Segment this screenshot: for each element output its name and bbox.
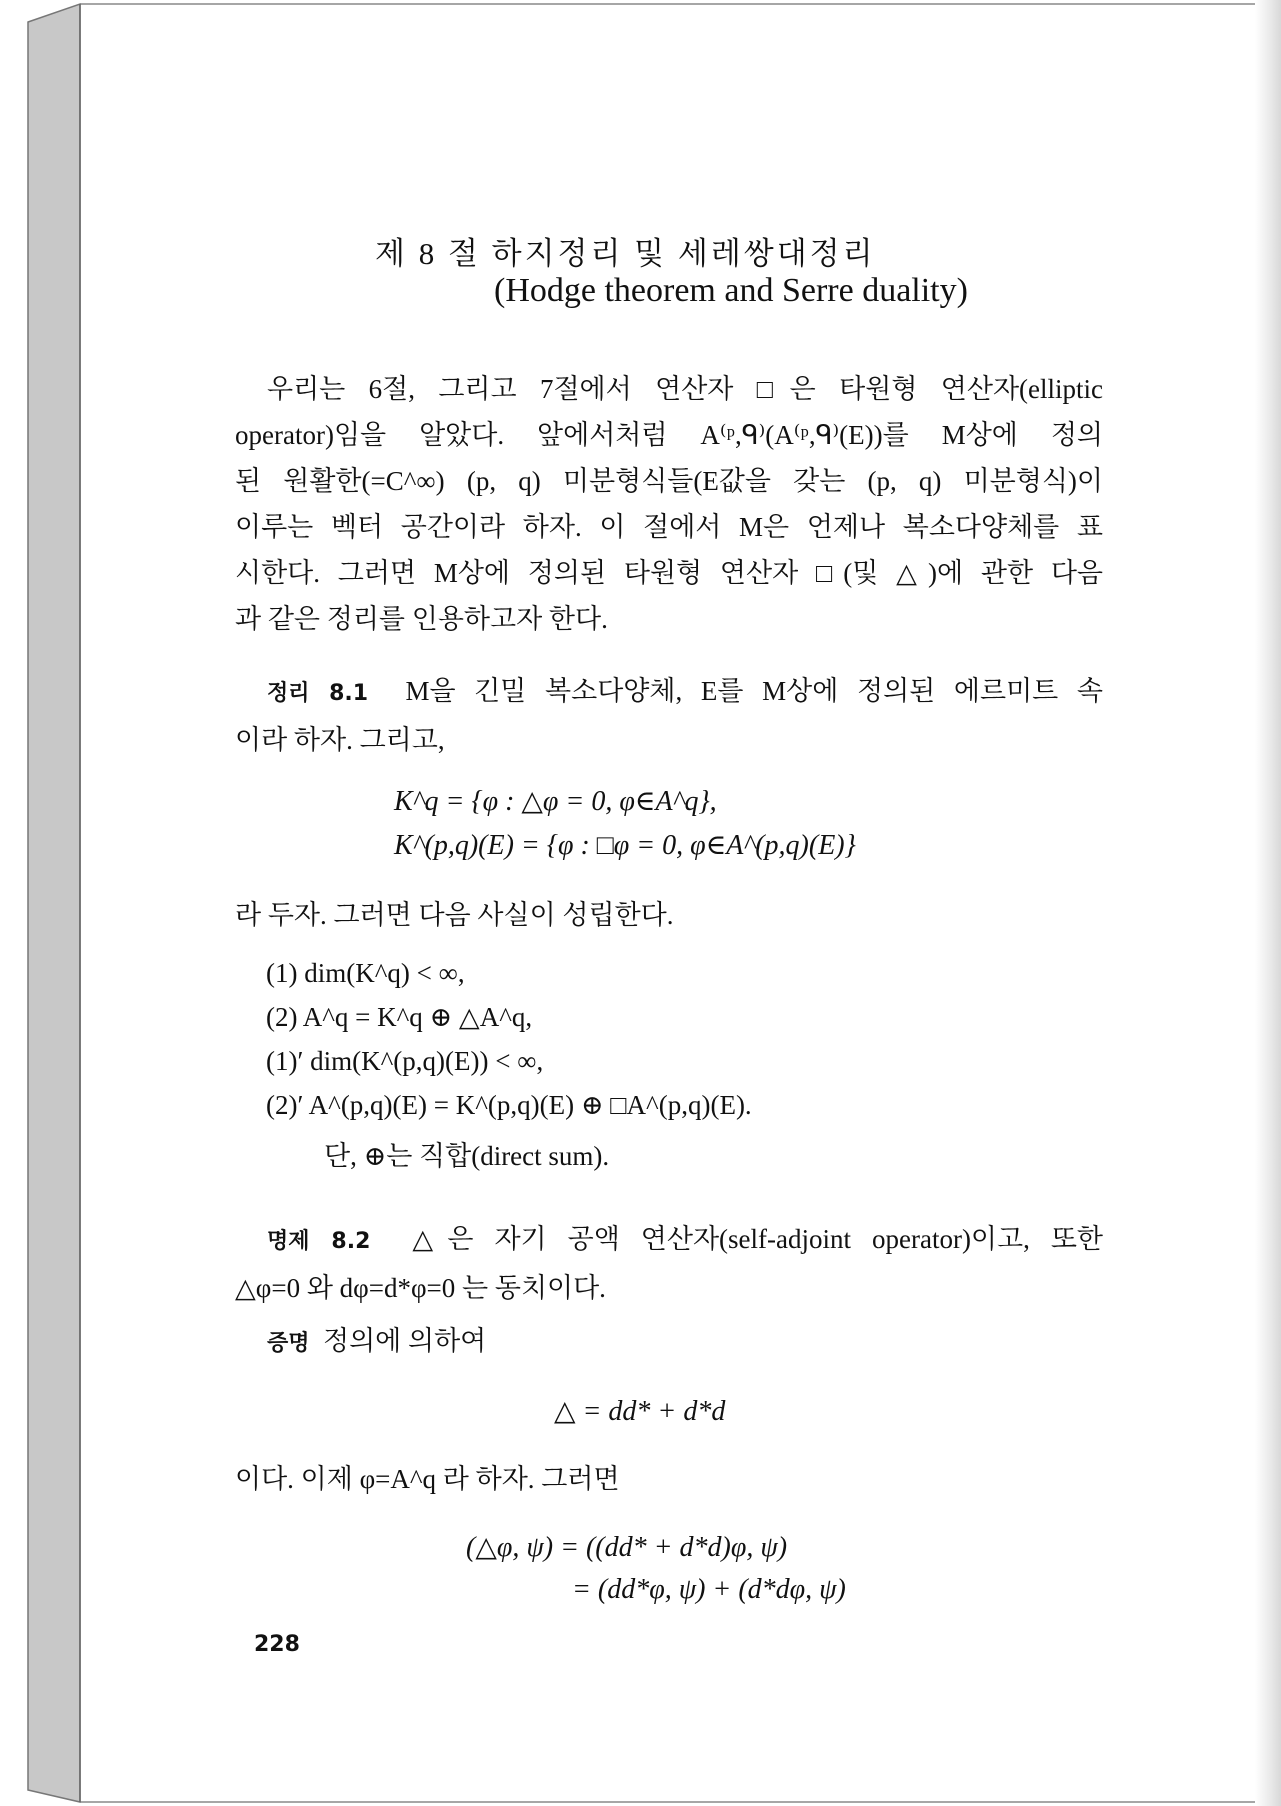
equation-kpq: K^(p,q)(E) = {φ : □φ = 0, φ∈A^(p,q)(E)} [394,830,856,861]
theorem-after-text [235,892,1103,938]
proof-after-line: 이다. 이제 φ=A^q 라 하자. 그러면 [235,1464,620,1494]
proposition-8-2 [235,1216,1103,1311]
equation-inner-product-2: = (dd*φ, ψ) + (d*dφ, ψ) [572,1574,846,1605]
proposition-first-line [235,1216,1103,1265]
intro-line: 우리는 6절, 그리고 7절에서 연산자 □은 타원형 연산자(elliptic [267,374,1103,404]
theorem-item: (2) A^q = K^q ⊕ △A^q, [266,1002,533,1032]
intro-line: 과 같은 정리를 인용하고자 한다. [235,604,608,634]
theorem-note: 단, ⊕는 직합(direct sum). [324,1141,610,1171]
theorem-item: (2)′ A^(p,q)(E) = K^(p,q)(E) ⊕ □A^(p,q)(E). [266,1090,752,1120]
intro-line: operator)임을 알았다. 앞에서처럼 A⁽ᵖ,ᑫ⁾(A⁽ᵖ,ᑫ⁾(E))를 M상에 정의 [235,420,1103,450]
proof-label: 증명 [267,1331,310,1356]
theorem-item: (1)′ dim(K^(p,q)(E)) < ∞, [266,1046,544,1076]
page-number: 228 [254,1632,300,1657]
page-edge-shadow [1255,0,1281,1806]
theorem-label: 정리 8.1 [267,681,369,706]
section-title-korean: 제 8 절 하지정리 및 세레쌍대정리 [375,236,876,271]
proof-after [235,1456,1103,1502]
proposition-label: 명제 8.2 [267,1229,371,1254]
proof-text: 정의에 의하여 [323,1326,487,1356]
theorem-first-line [235,668,1103,717]
theorem-line: 이라 하자. 그리고, [235,725,445,755]
proposition-text: △은 자기 공액 연산자(self-adjoint operator)이고, 또한 [412,1224,1104,1254]
theorem-after-line: 라 두자. 그러면 다음 사실이 성립한다. [235,900,674,930]
theorem-text: M을 긴밀 복소다양체, E를 M상에 정의된 에르미트 속 [405,676,1103,706]
section-title-english: (Hodge theorem and Serre duality) [494,272,968,309]
intro-line: 이루는 벡터 공간이라 하자. 이 절에서 M은 언제나 복소다양체를 표 [235,512,1103,542]
proof-intro [235,1318,1103,1367]
equation-laplacian: △ = dd* + d*d [554,1396,726,1427]
theorem-item: (1) dim(K^q) < ∞, [266,958,465,988]
intro-paragraph [235,366,1103,642]
proposition-line: △φ=0 와 dφ=d*φ=0 는 동치이다. [235,1273,606,1303]
intro-line: 시한다. 그러면 M상에 정의된 타원형 연산자 □(및 △)에 관한 다음 [235,558,1103,588]
equation-inner-product-1: (△φ, ψ) = ((dd* + d*d)φ, ψ) [466,1532,788,1563]
equation-kq: K^q = {φ : △φ = 0, φ∈A^q}, [394,786,717,817]
theorem-8-1 [235,668,1103,763]
proof-line [235,1318,1103,1367]
intro-line: 된 원활한(=C^∞) (p, q) 미분형식들(E값을 갖는 (p, q) 미분형식)이 [235,466,1103,496]
